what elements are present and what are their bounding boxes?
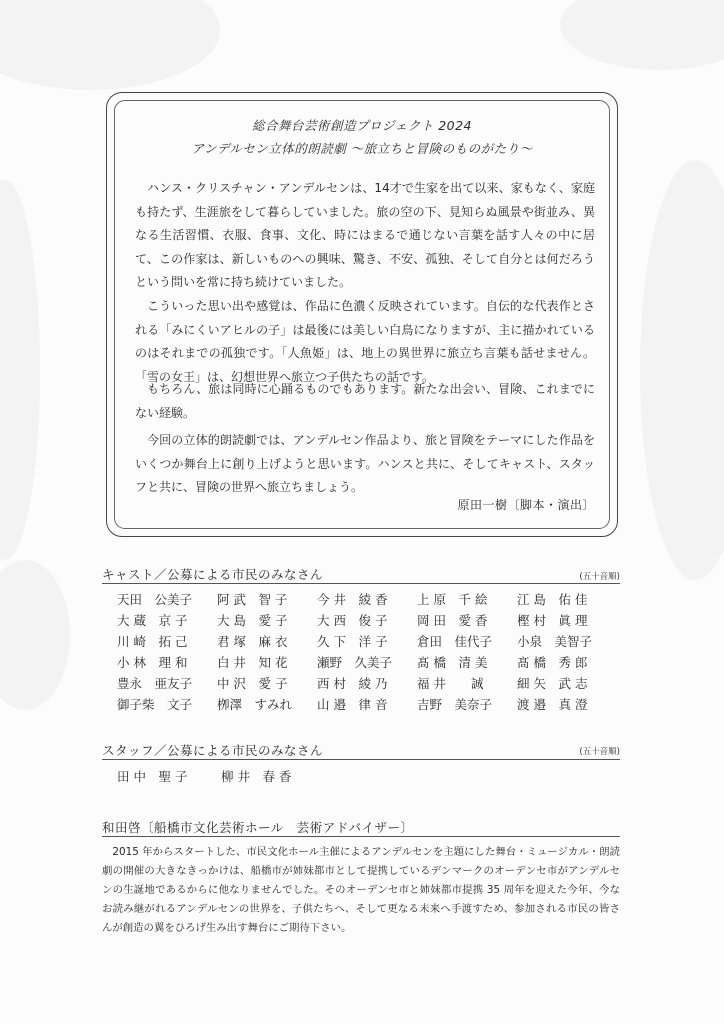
intro-paragraph: 今回の立体的朗読劇では、アンデルセン作品より、旅と冒険をテーマにした作品をいくつか舞台上に創り上げようと思います。ハンスと共に、そしてキャスト、スタッフと共に、冒険の世界へ旅立ちましょう。 [135,433,595,495]
cast-name: 阿 武 智 子 [217,592,288,607]
cast-name: 小 林 理 和 [117,655,188,670]
advisor-section-title: 和田啓〔船橋市文化芸術ホール 芸術アドバイザー〕 [102,820,414,835]
cast-divider [102,583,620,584]
cast-name: 樫 村 眞 理 [517,613,588,628]
cast-section-title: キャスト／公募による市民のみなさん [102,567,324,582]
staff-name: 田 中 聖 子 [117,769,188,784]
advisor-message: 2015 年からスタートした、市民文化ホール主催によるアンデルセンを主題にした舞台・ミュージカル・朗読劇の開催の大きなきっかけは、船橋市が姉妹都市として提携しているデンマークのオーデンセ市がアンデルセンの生誕地であるからに他なりませんでした。そのオーデンセ市と姉妹都市提携 35 周年を迎えた今年、今なお読み継がれるアンデルセンの世界を、子供たちへ、そして更なる未来へ手渡すため、参加される市民の皆さんが創造の翼をひろげ生み出す舞台にご期待下さい。 [102,846,620,934]
scan-smudge [560,0,724,70]
cast-name: 瀬野 久美子 [317,655,393,670]
intro-signature: 原田一樹〔脚本・演出〕 [457,498,595,512]
cast-name: 江 島 佑 佳 [517,592,588,607]
cast-names-grid [117,591,617,713]
staff-names [117,767,321,785]
cast-name: 上 原 千 絵 [417,592,488,607]
intro-paragraph: ハンス・クリスチャン・アンデルセンは、14才で生家を出て以来、家もなく、家庭も持たず、生涯旅をして暮らしていました。旅の空の下、見知らぬ風景や街並み、異なる生活習慣、衣服、食事、文化、時にはまるで通じない言葉を話す人々の中に居て、この作家は、新しいものへの興味、驚き、不安、孤独、そして自分とは何だろうという問いを常に持ち続けていました。 [135,181,595,290]
play-subtitle: アンデルセン立体的朗読劇 〜旅立ちと冒険のものがたり〜 [191,141,533,156]
cast-name: 久 下 洋 子 [317,634,388,649]
cast-name: 栁澤 すみれ [217,697,293,712]
intro-paragraph: もちろん、旅は同時に心踊るものでもあります。新たな出会い、冒険、これまでにない経験。 [135,382,595,420]
scan-smudge [0,0,220,90]
cast-name: 大 蔵 京 子 [117,613,188,628]
scan-smudge [0,180,40,560]
cast-name: 豊永 亜友子 [117,676,193,691]
cast-name: 山 邉 律 音 [317,697,388,712]
project-title: 総合舞台芸術創造プロジェクト 2024 [251,118,473,133]
staff-order-note: (五十音順) [579,747,620,757]
cast-name: 川 崎 拓 己 [117,634,188,649]
staff-section-title: スタッフ／公募による市民のみなさん [102,743,324,758]
scan-smudge [0,560,70,710]
cast-name: 西 村 綾 乃 [317,676,388,691]
advisor-divider [102,836,620,837]
cast-name: 吉野 美奈子 [417,697,493,712]
intro-paragraph: こういった思い出や感覚は、作品に色濃く反映されています。自伝的な代表作とされる「みにくいアヒルの子」は最後には美しい白鳥になりますが、主に描かれているのはそれまでの孤独です。「人魚姫」は、地上の異世界に旅立ち言葉も話せません。「雪の女王」は、幻想世界へ旅立つ子供たちの話です。 [135,299,595,384]
scan-smudge [640,160,724,580]
cast-name: 渡 邉 真 澄 [517,697,588,712]
cast-name: 細 矢 武 志 [517,676,588,691]
staff-divider [102,759,620,760]
cast-name: 倉田 佳代子 [417,634,493,649]
cast-name: 髙 橋 清 美 [417,655,488,670]
cast-name: 今 井 綾 香 [317,592,388,607]
cast-name: 大 西 俊 子 [317,613,388,628]
cast-name: 髙 橋 秀 郎 [517,655,588,670]
cast-name: 御子柴 文子 [117,697,193,712]
cast-name: 天田 公美子 [117,592,193,607]
cast-name: 白 井 知 花 [217,655,288,670]
cast-name: 中 沢 愛 子 [217,676,288,691]
cast-order-note: (五十音順) [579,572,620,582]
staff-name: 柳 井 春 香 [220,769,292,784]
cast-name: 君 塚 麻 衣 [217,634,288,649]
cast-name: 大 島 愛 子 [217,613,288,628]
cast-name: 福 井 誠 [417,676,484,691]
cast-name: 岡 田 愛 香 [417,613,488,628]
cast-name: 小泉 美智子 [517,634,593,649]
